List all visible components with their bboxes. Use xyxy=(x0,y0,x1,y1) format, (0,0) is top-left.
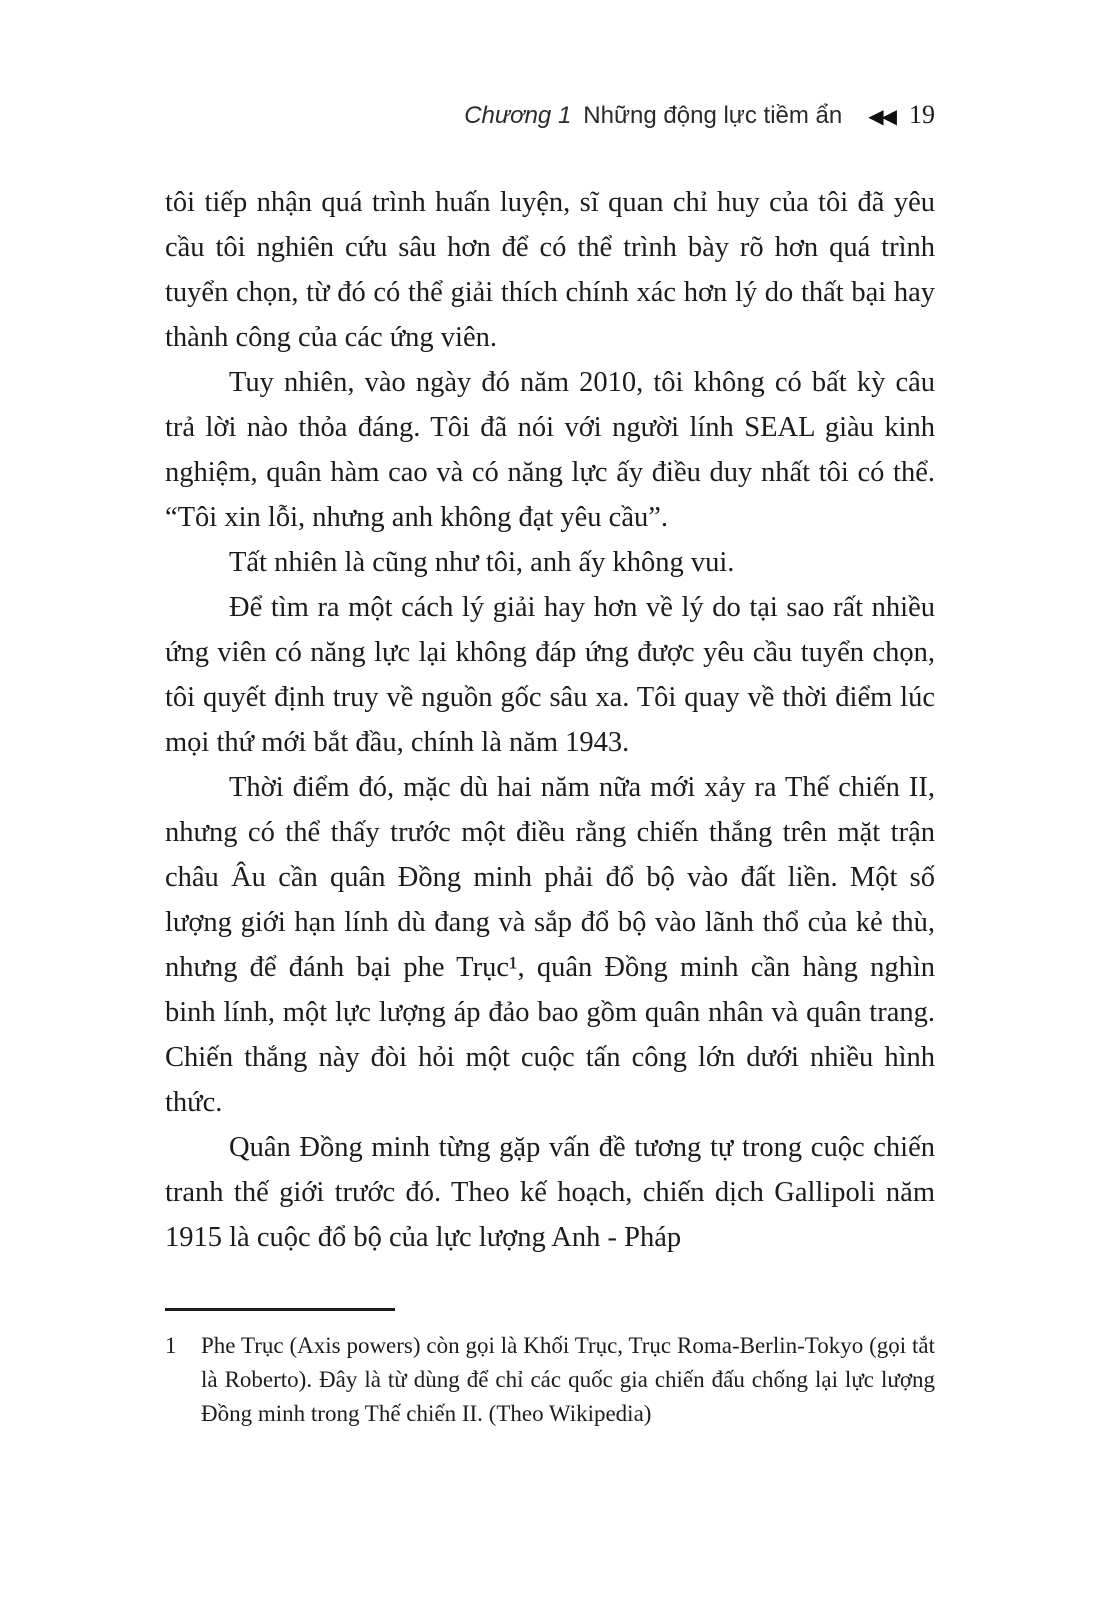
page-number: 19 xyxy=(909,100,935,129)
footnote-number: 1 xyxy=(165,1333,177,1358)
footnote-divider xyxy=(165,1308,395,1311)
chapter-label: Chương 1 xyxy=(464,102,572,129)
footnote xyxy=(165,1329,935,1431)
paragraph: Thời điểm đó, mặc dù hai năm nữa mới xảy ra Thế chiến II, nhưng có thể thấy trước một điều rằng chiến thắng trên mặt trận châu Âu cần quân Đồng minh phải đổ bộ vào đất liền. Một số lượng giới hạn lính dù đang và sắp đổ bộ vào lãnh thổ của kẻ thù, nhưng để đánh bại phe Trục¹, quân Đồng minh cần hàng nghìn binh lính, một lực lượng áp đảo bao gồm quân nhân và quân trang. Chiến thắng này đòi hỏi một cuộc tấn công lớn dưới nhiều hình thức. xyxy=(165,772,935,1118)
body-text xyxy=(165,180,935,1260)
running-header xyxy=(165,100,935,130)
paragraph: Tuy nhiên, vào ngày đó năm 2010, tôi không có bất kỳ câu trả lời nào thỏa đáng. Tôi đã nói với người lính SEAL giàu kinh nghiệm, quân hàm cao và có năng lực ấy điều duy nhất tôi có thể. “Tôi xin lỗi, nhưng anh không đạt yêu cầu”. xyxy=(165,367,935,533)
double-left-arrows-icon: ◀◀ xyxy=(868,106,895,128)
chapter-title: Những động lực tiềm ẩn xyxy=(583,102,843,129)
footnote-text: Phe Trục (Axis powers) còn gọi là Khối Trục, Trục Roma-Berlin-Tokyo (gọi tắt là Roberto). Đây là từ dùng để chỉ các quốc gia chiến đấu chống lại lực lượng Đồng minh trong Thế chiến II. (Theo Wikipedia) xyxy=(201,1333,935,1426)
paragraph: tôi tiếp nhận quá trình huấn luyện, sĩ quan chỉ huy của tôi đã yêu cầu tôi nghiên cứu sâu hơn để có thể trình bày rõ hơn quá trình tuyển chọn, từ đó có thể giải thích chính xác hơn lý do thất bại hay thành công của các ứng viên. xyxy=(165,187,935,353)
paragraph: Để tìm ra một cách lý giải hay hơn về lý do tại sao rất nhiều ứng viên có năng lực lại không đáp ứng được yêu cầu tuyển chọn, tôi quyết định truy về nguồn gốc sâu xa. Tôi quay về thời điểm lúc mọi thứ mới bắt đầu, chính là năm 1943. xyxy=(165,592,935,758)
paragraph: Tất nhiên là cũng như tôi, anh ấy không vui. xyxy=(229,547,735,578)
paragraph: Quân Đồng minh từng gặp vấn đề tương tự trong cuộc chiến tranh thế giới trước đó. Theo kế hoạch, chiến dịch Gallipoli năm 1915 là cuộc đổ bộ của lực lượng Anh - Pháp xyxy=(165,1132,935,1253)
footnote-section xyxy=(165,1308,935,1431)
